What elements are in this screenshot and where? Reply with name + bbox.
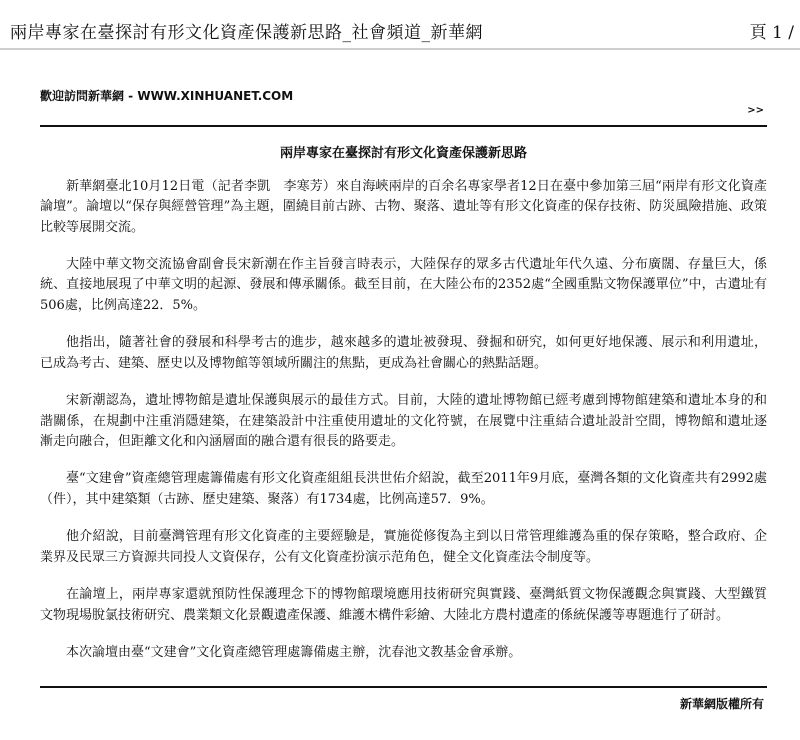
article-paragraph: 在論壇上，兩岸專家還就預防性保護理念下的博物館環境應用技術研究與實踐、臺灣紙質文物保護觀念與實踐、大型鐵質文物現場脫氯技術研究、農業類文化景觀遺產保護、維護木構件彩繪、大陸北方農村遺產的係統保護等專題進行了研討。 [40,587,767,623]
article-paragraph: 本次論壇由臺“文建會”文化資產總管理處籌備處主辦，沈春池文教基金會承辦。 [66,645,522,661]
article-paragraph: 臺“文建會”資產總管理處籌備處有形文化資產組組長洪世佑介紹說，截至2011年9月底，臺灣各類的文化資產共有2992處（件），其中建築類（古跡、歷史建築、聚落）有1734處，比例高達57．9%。 [40,471,767,507]
article-paragraph: 大陸中華文物交流協會副會長宋新潮在作主旨發言時表示，大陸保存的眾多古代遺址年代久遠、分布廣闊、存量巨大，係統、直接地展現了中華文明的起源、發展和傳承關係。截至目前，在大陸公布的2352處“全國重點文物保護單位”中，古遺址有506處，比例高達22．5%。 [40,257,767,313]
bottom-divider [40,686,767,688]
article-paragraph: 宋新潮認為，遺址博物館是遺址保護與展示的最佳方式。目前，大陸的遺址博物館已經考慮到博物館建築和遺址本身的和諧關係，在規劃中注重消隱建築，在建築設計中注重使用遺址的文化符號，在展覽中注重結合遺址設計空間，博物館和遺址逐漸走向融合，但距離文化和內涵層面的融合還有很長的路要走。 [40,393,767,449]
site-welcome-banner: 歡迎訪問新華網 - WWW.XINHUANET.COM [40,89,294,103]
article-paragraph: 他指出，隨著社會的發展和科學考古的進步，越來越多的遺址被發現、發掘和研究，如何更好地保護、展示和利用遺址，已成為考古、建築、歷史以及博物館等領域所關注的焦點，更成為社會關心的熱點話題。 [40,335,767,371]
article-body [40,177,767,681]
print-header [0,0,800,60]
header-divider [0,48,800,50]
more-link[interactable]: >> [747,105,764,116]
top-divider [40,125,767,127]
article-headline: 兩岸專家在臺探討有形文化資產保護新思路 [279,146,527,161]
article-sheet [40,60,770,740]
article-paragraph: 新華網臺北10月12日電（記者李凱 李寒芳）來自海峽兩岸的百余名專家學者12日在臺中參加第三屆“兩岸有形文化資產論壇”。論壇以“保存與經營管理”為主題，圍繞目前古跡、古物、聚落、遺址等有形文化資產的保存技術、防災風險措施、政策比較等展開交流。 [40,179,767,235]
article-paragraph: 他介紹說，目前臺灣管理有形文化資產的主要經驗是，實施從修復為主到以日常管理維護為重的保存策略，整合政府、企業界及民眾三方資源共同投人文資保存，公有文化資產扮演示范角色，健全文化資產法令制度等。 [40,529,767,565]
copyright-notice: 新華網版權所有 [679,697,764,711]
document-title: 兩岸專家在臺探討有形文化資產保護新思路_社會頻道_新華網 [10,23,483,43]
page-number: 頁 1 / [749,23,794,43]
